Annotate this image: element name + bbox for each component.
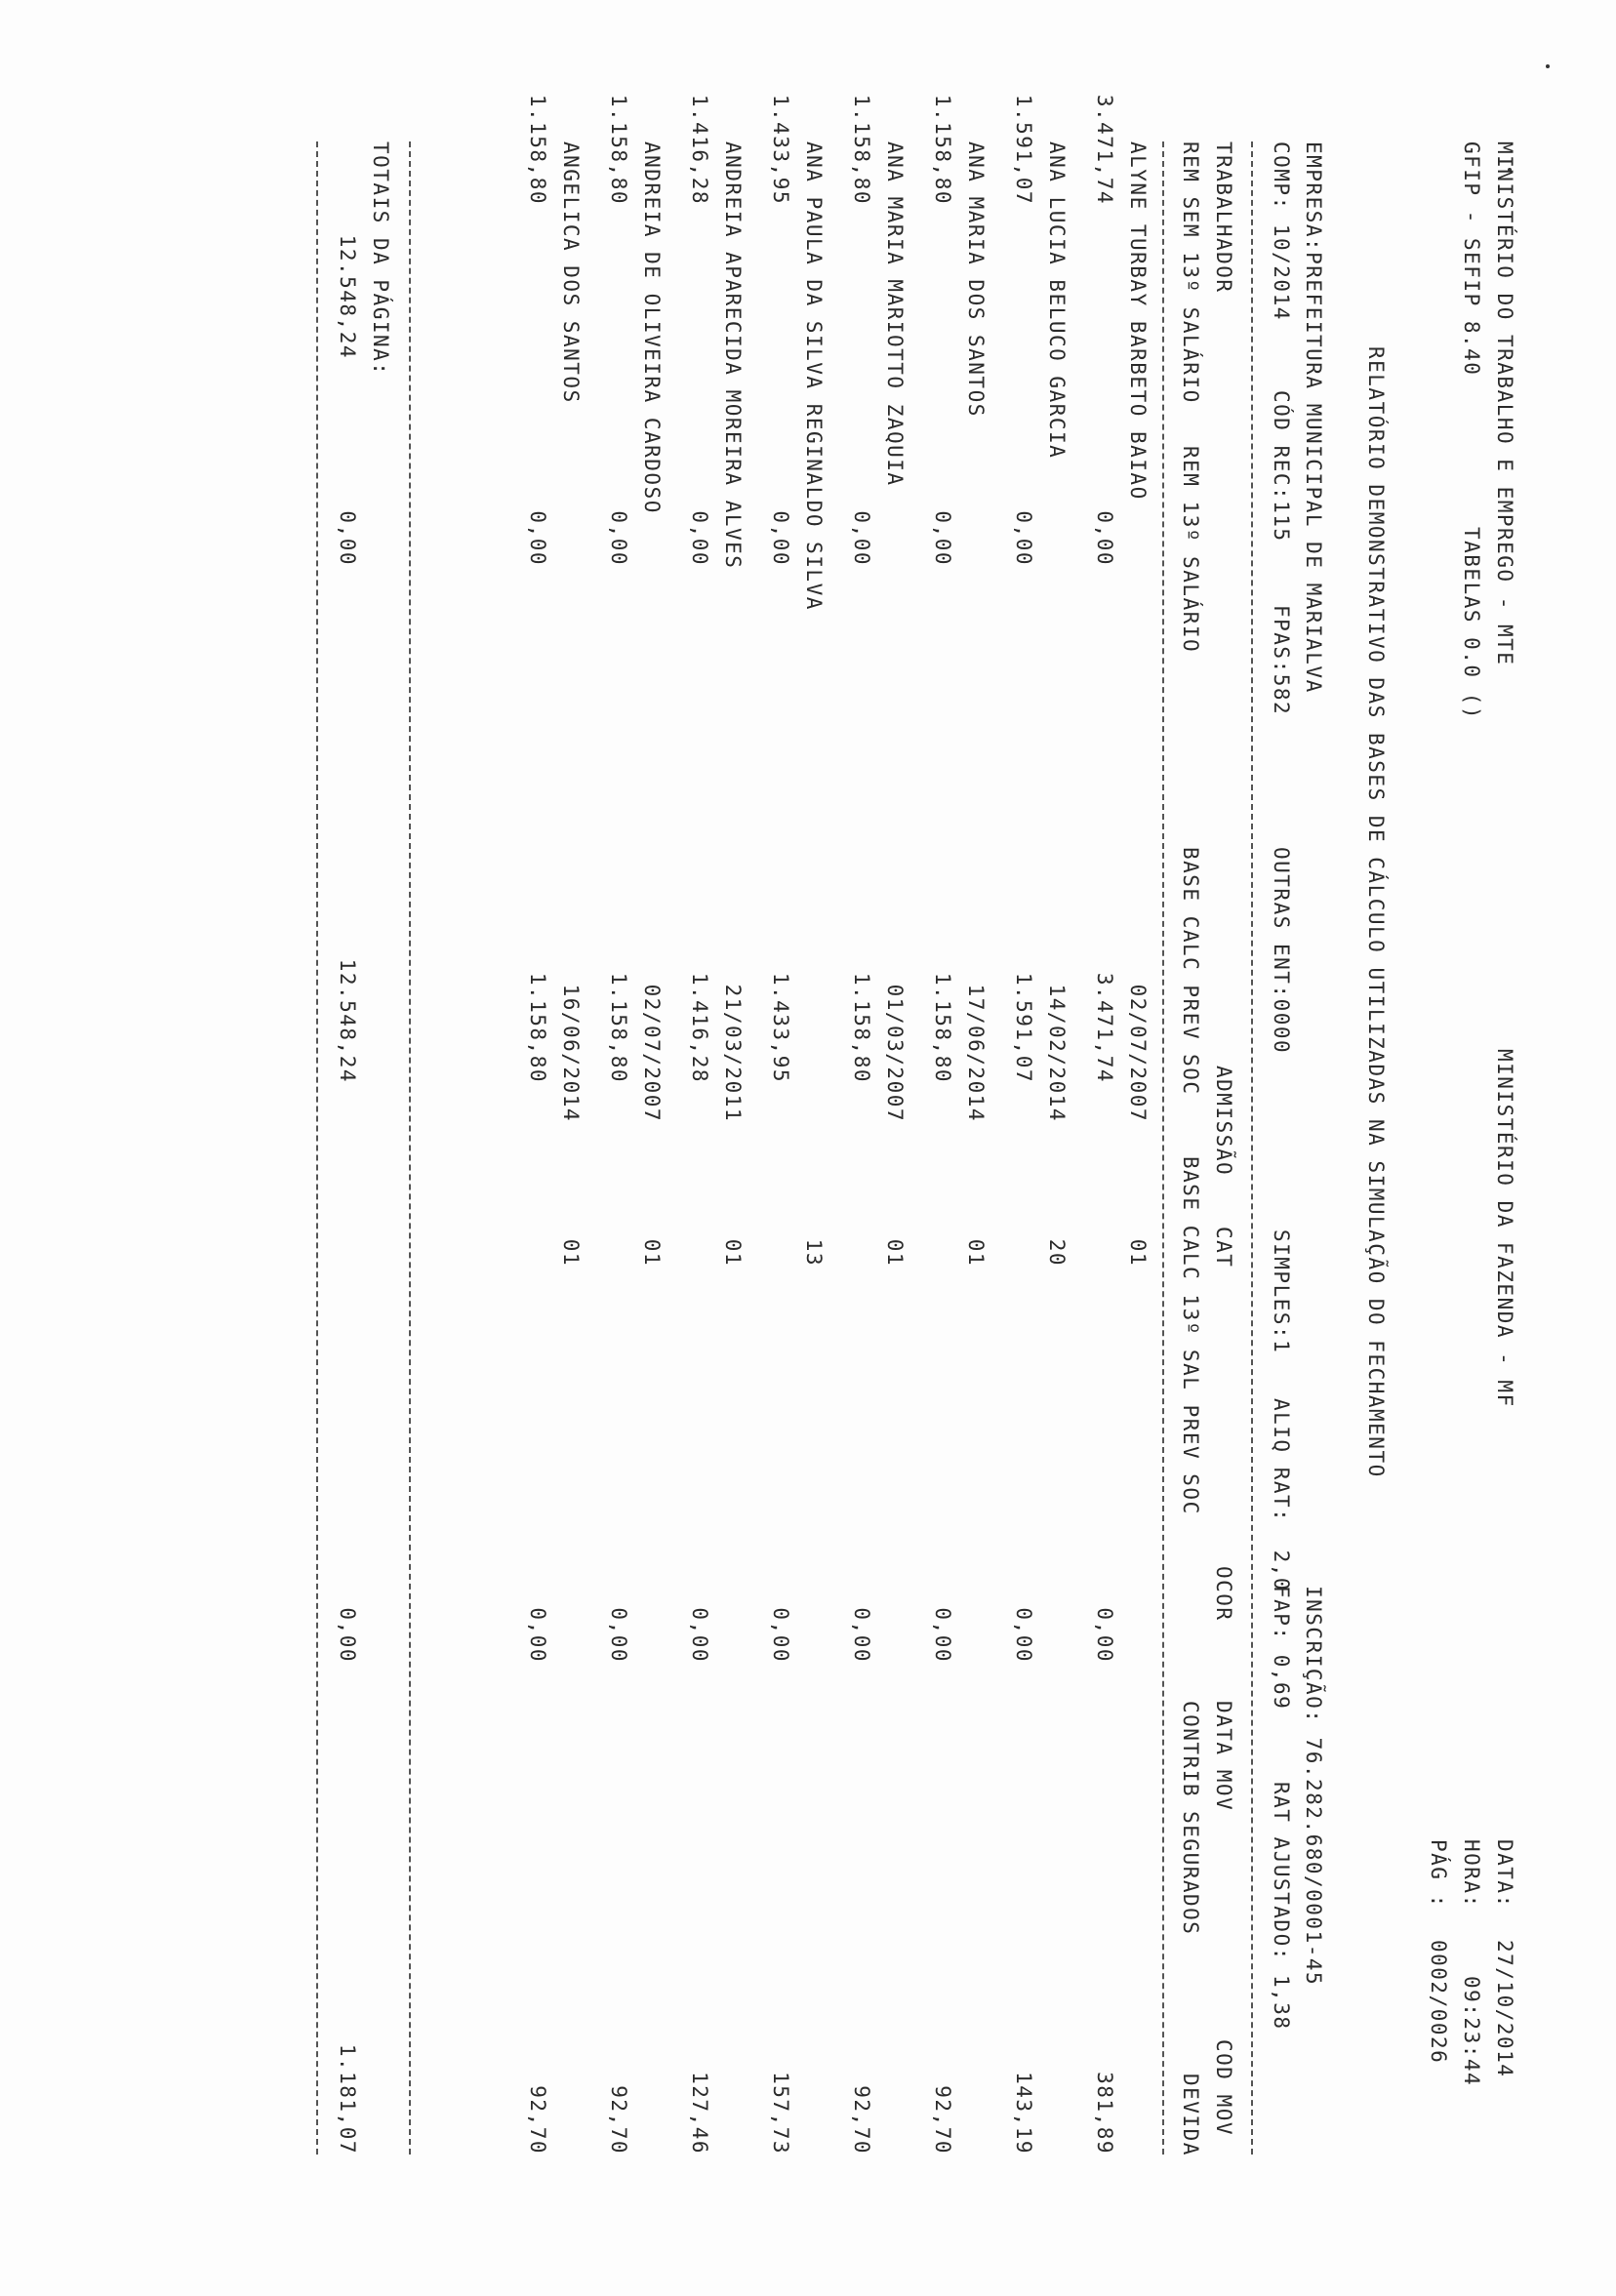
col-header-contributions: CONTRIB SEGURADOS bbox=[1179, 1701, 1202, 1936]
contribution-due: 381,89 bbox=[1093, 2072, 1116, 2155]
admission-date: 17/06/2014 bbox=[964, 984, 988, 1122]
rem-13th: 0,00 bbox=[1093, 510, 1116, 566]
worker-name: ALYNE TURBAY BARBETO BAIAO bbox=[1126, 141, 1150, 501]
time-value: 09:23:44 bbox=[1460, 1976, 1483, 2087]
col-header-admission: ADMISSÃO bbox=[1212, 1066, 1235, 1177]
base-13th: 0,00 bbox=[1012, 1607, 1035, 1663]
col-header-base-prev: BASE CALC PREV SOC bbox=[1179, 847, 1202, 1096]
total-rem-13th: 0,00 bbox=[336, 510, 359, 566]
base-prev: 1.158,80 bbox=[607, 972, 630, 1083]
rem-13th: 0,00 bbox=[526, 510, 549, 566]
base-prev: 1.416,28 bbox=[688, 972, 711, 1083]
ministry-labor: MINISTÉRIO DO TRABALHO E EMPREGO - MTE bbox=[1493, 141, 1516, 666]
base-prev: 1.158,80 bbox=[931, 972, 954, 1083]
category: 01 bbox=[721, 1238, 745, 1267]
fpas: FPAS:582 bbox=[1270, 605, 1293, 716]
admission-date: 21/03/2011 bbox=[721, 984, 745, 1122]
worker-name: ANDREIA DE OLIVEIRA CARDOSO bbox=[640, 141, 664, 514]
rem-without-13th: 3.471,74 bbox=[1093, 94, 1116, 205]
rat-rate: ALIQ RAT: 2,0 bbox=[1270, 1398, 1293, 1592]
category: 01 bbox=[1126, 1238, 1150, 1267]
date-value: 27/10/2014 bbox=[1493, 1940, 1516, 2078]
col-header-base-13th: BASE CALC 13º SAL PREV SOC bbox=[1179, 1156, 1202, 1515]
page-number: 0002/0026 bbox=[1427, 1940, 1450, 2065]
col-header-rem-13th: REM 13º SALÁRIO bbox=[1179, 446, 1202, 654]
revenue-code: CÓD REC:115 bbox=[1270, 390, 1293, 543]
contribution-due: 143,19 bbox=[1012, 2072, 1035, 2155]
category: 01 bbox=[964, 1238, 988, 1267]
worker-name: ANDREIA APARECIDA MOREIRA ALVES bbox=[721, 141, 745, 570]
rem-13th: 0,00 bbox=[850, 510, 873, 566]
rem-13th: 0,00 bbox=[607, 510, 630, 566]
company-name: EMPRESA:PREFEITURA MUNICIPAL DE MARIALVA bbox=[1302, 141, 1325, 694]
worker-name: ANA PAULA DA SILVA REGINALDO SILVA bbox=[802, 141, 826, 611]
col-header-occurrence: OCOR bbox=[1212, 1566, 1235, 1622]
contribution-due: 127,46 bbox=[688, 2072, 711, 2155]
rem-13th: 0,00 bbox=[769, 510, 792, 566]
ministry-finance: MINISTÉRIO DA FAZENDA - MF bbox=[1493, 1049, 1516, 1408]
base-prev: 1.158,80 bbox=[526, 972, 549, 1083]
rem-13th: 0,00 bbox=[688, 510, 711, 566]
col-header-movement-code: COD MOV bbox=[1212, 2039, 1235, 2137]
base-13th: 0,00 bbox=[607, 1607, 630, 1663]
contribution-due: 92,70 bbox=[526, 2085, 549, 2155]
category: 01 bbox=[640, 1238, 664, 1267]
worker-name: ANGELICA DOS SANTOS bbox=[559, 141, 583, 404]
rem-without-13th: 1.158,80 bbox=[931, 94, 954, 205]
simples: SIMPLES:1 bbox=[1270, 1229, 1293, 1354]
col-header-due: DEVIDA bbox=[1179, 2074, 1202, 2156]
admission-date: 02/07/2007 bbox=[1126, 984, 1150, 1122]
system-version: GFIP - SEFIP 8.40 bbox=[1460, 141, 1483, 377]
category: 13 bbox=[802, 1238, 826, 1267]
date-label: DATA: bbox=[1493, 1839, 1516, 1909]
other-entities: OUTRAS ENT:0000 bbox=[1270, 847, 1293, 1055]
fap: FAP: 0,69 bbox=[1270, 1586, 1293, 1711]
rem-13th: 0,00 bbox=[1012, 510, 1035, 566]
worker-name: ANA LUCIA BELUCO GARCIA bbox=[1045, 141, 1069, 460]
admission-date: 14/02/2014 bbox=[1045, 984, 1069, 1122]
time-label: HORA: bbox=[1460, 1839, 1483, 1909]
company-registration: INSCRIÇÃO: 76.282.680/0001-45 bbox=[1302, 1586, 1325, 1987]
base-13th: 0,00 bbox=[931, 1607, 954, 1663]
admission-date: 16/06/2014 bbox=[559, 984, 583, 1122]
worker-name: ANA MARIA MARIOTTO ZAQUIA bbox=[883, 141, 907, 487]
category: 01 bbox=[883, 1238, 907, 1267]
report-title: RELATÓRIO DEMONSTRATIVO DAS BASES DE CÁLCULO UTILIZADAS NA SIMULAÇÃO DO FECHAMENTO bbox=[1364, 346, 1388, 1478]
category: 01 bbox=[559, 1238, 583, 1267]
totals-label: TOTAIS DA PÁGINA: bbox=[369, 141, 392, 377]
divider bbox=[1162, 141, 1164, 2155]
total-rem-without-13th: 12.548,24 bbox=[336, 234, 359, 359]
competence: COMP: 10/2014 bbox=[1270, 141, 1293, 321]
col-header-worker: TRABALHADOR bbox=[1212, 141, 1235, 294]
base-13th: 0,00 bbox=[850, 1607, 873, 1663]
base-13th: 0,00 bbox=[769, 1607, 792, 1663]
divider bbox=[409, 141, 411, 2155]
rat-adjusted: RAT AJUSTADO: 1,38 bbox=[1270, 1782, 1293, 2031]
category: 20 bbox=[1045, 1238, 1069, 1267]
base-prev: 1.591,07 bbox=[1012, 972, 1035, 1083]
rem-without-13th: 1.433,95 bbox=[769, 94, 792, 205]
col-header-category: CAT bbox=[1212, 1227, 1235, 1269]
total-contribution-due: 1.181,07 bbox=[336, 2043, 359, 2155]
base-prev: 1.158,80 bbox=[850, 972, 873, 1083]
base-13th: 0,00 bbox=[688, 1607, 711, 1663]
contribution-due: 92,70 bbox=[607, 2085, 630, 2155]
rem-13th: 0,00 bbox=[931, 510, 954, 566]
rem-without-13th: 1.158,80 bbox=[526, 94, 549, 205]
divider bbox=[1251, 141, 1253, 2155]
contribution-due: 92,70 bbox=[931, 2085, 954, 2155]
base-13th: 0,00 bbox=[1093, 1607, 1116, 1663]
col-header-rem-without-13th: REM SEM 13º SALÁRIO bbox=[1179, 141, 1202, 404]
contribution-due: 92,70 bbox=[850, 2085, 873, 2155]
rem-without-13th: 1.416,28 bbox=[688, 94, 711, 205]
admission-date: 02/07/2007 bbox=[640, 984, 664, 1122]
contribution-due: 157,73 bbox=[769, 2072, 792, 2155]
admission-date: 01/03/2007 bbox=[883, 984, 907, 1122]
base-13th: 0,00 bbox=[526, 1607, 549, 1663]
tables-version: TABELAS 0.0 () bbox=[1460, 527, 1483, 721]
rem-without-13th: 1.158,80 bbox=[850, 94, 873, 205]
rem-without-13th: 1.158,80 bbox=[607, 94, 630, 205]
divider bbox=[316, 141, 318, 2155]
total-base-prev: 12.548,24 bbox=[336, 958, 359, 1083]
page-label: PÁG : bbox=[1427, 1839, 1450, 1909]
base-prev: 3.471,74 bbox=[1093, 972, 1116, 1083]
base-prev: 1.433,95 bbox=[769, 972, 792, 1083]
worker-name: ANA MARIA DOS SANTOS bbox=[964, 141, 988, 418]
col-header-movement-date: DATA MOV bbox=[1212, 1701, 1235, 1812]
rem-without-13th: 1.591,07 bbox=[1012, 94, 1035, 205]
total-base-13th: 0,00 bbox=[336, 1607, 359, 1663]
